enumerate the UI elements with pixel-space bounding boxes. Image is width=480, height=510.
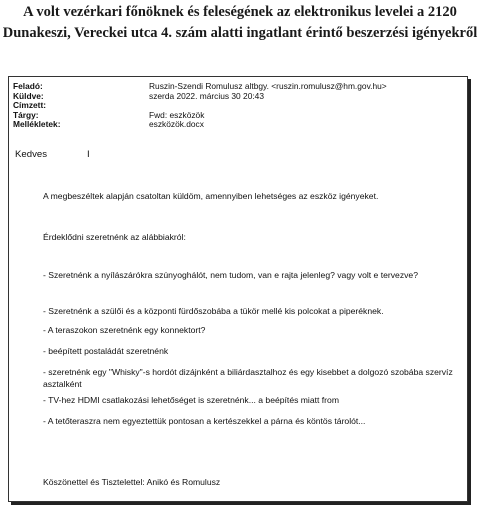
greeting-word: Kedves bbox=[15, 149, 47, 160]
closing-signature: Köszönettel és Tisztelettel: Anikó és Romulusz bbox=[43, 477, 221, 487]
header-row-subject bbox=[13, 111, 453, 121]
request-item: - A tetőteraszra nem egyeztettük pontosan a kertészekkel a párna és köntös tárolót... bbox=[43, 416, 366, 426]
title-line-2: Dunakeszi, Vereckei utca 4. szám alatti ingatlant érintő beszerzési igényekről bbox=[2, 25, 478, 41]
paragraph-inquiry: Érdeklődni szeretnénk az alábbiakról: bbox=[43, 232, 186, 242]
email-printout bbox=[8, 76, 468, 502]
header-row-sent bbox=[13, 92, 453, 102]
header-row-to bbox=[13, 101, 453, 111]
subject-value: Fwd: eszközök bbox=[149, 109, 205, 120]
request-item: - beépített postaládát szeretnénk bbox=[43, 346, 169, 356]
paragraph-intro: A megbeszéltek alapján csatoltan küldöm, amennyiben lehetséges az eszköz igényeket. bbox=[43, 191, 379, 201]
email-header bbox=[13, 82, 453, 130]
request-item: - TV-hez HDMI csatlakozási lehetőséget is szeretnénk... a beépítés miatt from bbox=[43, 395, 339, 405]
attachments-value: eszközök.docx bbox=[149, 119, 204, 129]
sent-label: Küldve: bbox=[13, 90, 44, 101]
greeting-name: I bbox=[87, 149, 90, 160]
request-item: - szeretnénk egy "Whisky"-s hordót dizájnként a biliárdasztalhoz és egy kisebbet a dolgozó szobába szervíz asztalként bbox=[43, 367, 453, 389]
sent-value: szerda 2022. március 30 20:43 bbox=[149, 90, 264, 101]
title-line-1: A volt vezérkari főnöknek és feleségének az elektronikus levelei a 2120 bbox=[23, 4, 457, 20]
attachments-label: Mellékletek: bbox=[13, 119, 61, 129]
from-value: Ruszin-Szendi Romulusz altbgy. <ruszin.romulusz@hm.gov.hu> bbox=[149, 81, 387, 91]
header-row-attachments bbox=[13, 120, 453, 130]
to-label: Címzett: bbox=[13, 100, 47, 110]
request-item: - Szeretnénk a nyílászárókra szúnyoghálót, nem tudom, van e rajta jelenleg? vagy volt e tervezve? bbox=[43, 270, 418, 280]
document-title bbox=[0, 2, 480, 44]
subject-label: Tárgy: bbox=[13, 109, 39, 120]
request-item: - A teraszokon szeretnénk egy konnektort? bbox=[43, 325, 206, 335]
greeting bbox=[15, 149, 90, 161]
request-item: - Szeretnénk a szülői és a központi fürdőszobába a tükör mellé kis polcokat a piperéknek. bbox=[43, 306, 384, 316]
from-label: Feladó: bbox=[13, 81, 43, 91]
